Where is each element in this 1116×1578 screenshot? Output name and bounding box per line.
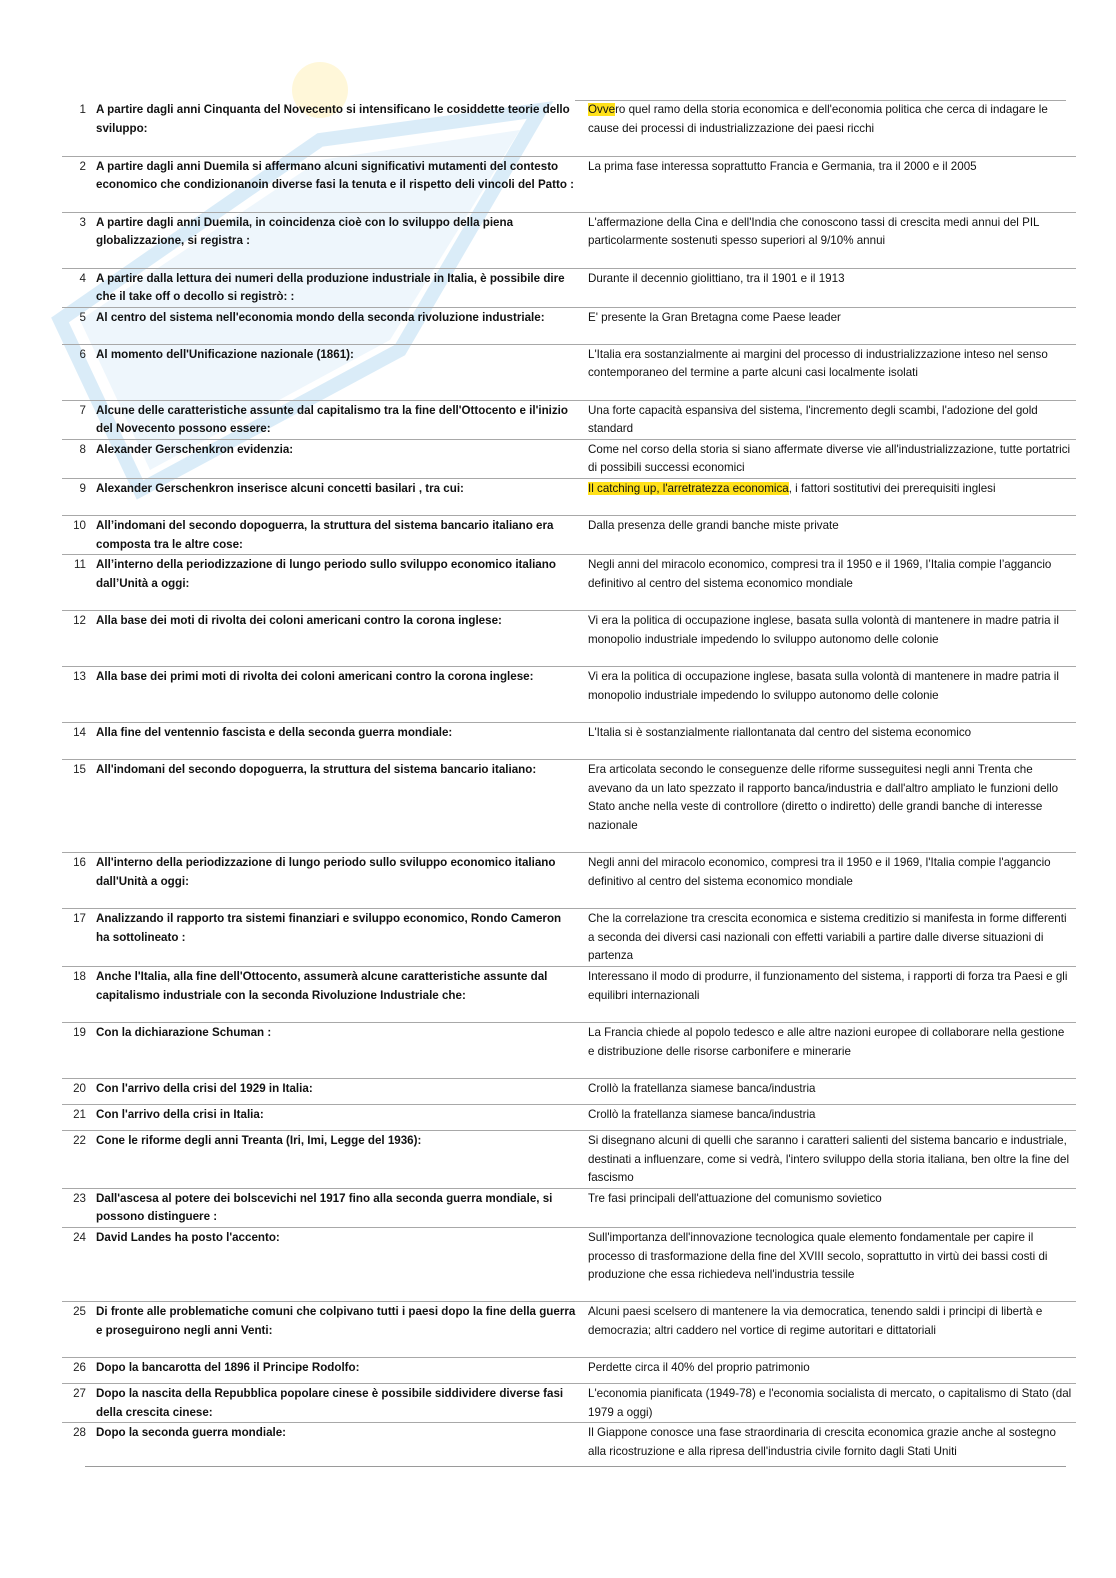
question-text: Con la dichiarazione Schuman :	[96, 1026, 272, 1040]
question-text: Alla fine del ventennio fascista e della seconda guerra mondiale:	[96, 726, 453, 740]
answer-text	[580, 100, 1076, 156]
row-number: 9	[79, 482, 86, 496]
answer-body: Si disegnano alcuni di quelli che saranno i caratteri salienti del sistema bancario e industriale, destinati a influenzare, come si vedrà, l'intero sviluppo della storia italiana, ben oltre la fine del fascismo	[588, 1134, 1070, 1185]
row-number: 26	[73, 1361, 86, 1374]
answer-body: Una forte capacità espansiva del sistema, l'incremento degli scambi, l'adozione del gold standard	[588, 403, 1038, 436]
question-text: Con l'arrivo della crisi del 1929 in Italia:	[96, 1082, 313, 1096]
qa-table-body	[62, 100, 1076, 1461]
row-number: 16	[73, 856, 86, 870]
row-number: 7	[79, 403, 86, 417]
answer-text	[580, 1105, 1076, 1131]
row-number: 13	[73, 670, 86, 684]
row-number: 21	[73, 1108, 86, 1122]
answer-body: L'affermazione della Cina e dell'India che conoscono tassi di crescita medi annui del PIL particolarmente sostenuti spesso superiori al 9/10% annui	[588, 215, 1040, 248]
question-text: Alcune delle caratteristiche assunte dal capitalismo tra la fine dell'Ottocento e il'inizio del Novecento possono essere:	[96, 403, 568, 436]
question-text: A partire dalla lettura dei numeri della produzione industriale in Italia, è possibile dire che il take off o decollo si registrò: :	[96, 271, 565, 304]
qa-table	[62, 100, 1076, 1461]
answer-body: Perdette circa il 40% del proprio patrimonio	[588, 1361, 810, 1374]
qa-row	[62, 853, 1076, 909]
row-number: 5	[79, 310, 86, 324]
qa-row	[62, 967, 1076, 1023]
answer-text	[580, 400, 1076, 439]
qa-row	[62, 156, 1076, 212]
question-text: Alla base dei moti di rivolta dei coloni americani contro la corona inglese:	[96, 614, 502, 628]
qa-row	[62, 268, 1076, 307]
answer-body: Sull'importanza dell'innovazione tecnologica quale elemento fondamentale per capire il processo di trasformazione della fine del XVIII secolo, soprattutto in virtù dei bassi costi di produzione che essa richiedeva nell'industria tessile	[588, 1231, 1048, 1282]
qa-row	[62, 1188, 1076, 1227]
answer-body: Come nel corso della storia si siano affermate diverse vie all'industrializzazione, tutte portatrici di possibili successi economici	[588, 442, 1071, 475]
row-number: 2	[79, 159, 86, 173]
answer-body: Durante il decennio giolittiano, tra il 1901 e il 1913	[588, 271, 845, 285]
answer-body: Che la correlazione tra crescita economica e sistema creditizio si manifesta in forme differenti a seconda dei diversi casi nazionali con effetti variabili a partire dalle diverse situazioni di partenza	[588, 912, 1067, 963]
qa-row	[62, 400, 1076, 439]
question-text: David Landes ha posto l'accento:	[96, 1231, 280, 1244]
answer-body: Vi era la politica di occupazione inglese, basata sulla volontà di mantenere in madre patria il monopolio industriale impedendo lo sviluppo autonomo delle colonie	[588, 670, 1059, 702]
answer-body: L'Italia era sostanzialmente ai margini del processo di industrializzazione inteso nel senso contemporaneo del termine a parte alcuni casi localmente isolati	[588, 347, 1048, 380]
answer-text	[580, 967, 1076, 1023]
row-number: 14	[73, 726, 86, 740]
answer-body: La Francia chiede al popolo tedesco e alle altre nazioni europee di collaborare nella gestione e distribuzione delle risorse carbonifere e minerarie	[588, 1026, 1065, 1058]
row-number: 3	[79, 215, 86, 229]
answer-text	[580, 1302, 1076, 1358]
qa-row	[62, 516, 1076, 555]
qa-row	[62, 1384, 1076, 1423]
row-number: 18	[73, 970, 86, 984]
answer-text	[580, 555, 1076, 611]
qa-row	[62, 212, 1076, 268]
qa-row	[62, 723, 1076, 760]
answer-text	[580, 156, 1076, 212]
question-text: Dopo la bancarotta del 1896 il Principe Rodolfo:	[96, 1361, 360, 1374]
answer-text	[580, 611, 1076, 667]
answer-body: L'Italia si è sostanzialmente riallontanata dal centro del sistema economico	[588, 726, 972, 740]
qa-row	[62, 611, 1076, 667]
answer-text	[580, 853, 1076, 909]
qa-row	[62, 555, 1076, 611]
row-number: 25	[73, 1305, 86, 1318]
row-number: 17	[73, 912, 86, 926]
qa-row	[62, 1358, 1076, 1384]
question-text: All’indomani del secondo dopoguerra, la struttura del sistema bancario italiano era composta tra le altre cose:	[96, 519, 554, 551]
answer-highlight: Il catching up, l'arretratezza economica	[588, 482, 789, 496]
qa-row	[62, 909, 1076, 967]
question-text: Al centro del sistema nell'economia mondo della seconda rivoluzione industriale:	[96, 310, 545, 324]
answer-body: Vi era la politica di occupazione inglese, basata sulla volontà di mantenere in madre patria il monopolio industriale impedendo lo sviluppo autonomo delle colonie	[588, 614, 1059, 646]
answer-body: Crollò la fratellanza siamese banca/industria	[588, 1108, 816, 1122]
answer-text	[580, 1228, 1076, 1302]
answer-body: Il Giappone conosce una fase straordinaria di crescita economica grazie anche al sostegno alla ricostruzione e alla ripresa dell'industria civile fornito dagli Stati Uniti	[588, 1426, 1056, 1458]
answer-highlight: Ovve	[588, 103, 616, 116]
qa-row	[62, 1023, 1076, 1079]
question-text: Dall'ascesa al potere dei bolscevichi nel 1917 fino alla seconda guerra mondiale, si possono distinguere :	[96, 1191, 553, 1224]
answer-text	[580, 344, 1076, 400]
qa-row	[62, 479, 1076, 516]
row-number: 6	[79, 347, 86, 361]
answer-text	[580, 268, 1076, 307]
answer-text	[580, 1423, 1076, 1462]
answer-body: La prima fase interessa soprattutto Francia e Germania, tra il 2000 e il 2005	[588, 159, 977, 173]
answer-text	[580, 479, 1076, 516]
row-number: 8	[79, 442, 86, 456]
question-text: Al momento dell'Unificazione nazionale (1861):	[96, 347, 354, 361]
answer-text	[580, 1079, 1076, 1105]
question-text: Alla base dei primi moti di rivolta dei coloni americani contro la corona inglese:	[96, 670, 534, 684]
answer-text	[580, 760, 1076, 853]
answer-body: E' presente la Gran Bretagna come Paese leader	[588, 310, 841, 324]
qa-row	[62, 1228, 1076, 1302]
row-number: 23	[73, 1191, 86, 1205]
answer-text	[580, 1358, 1076, 1384]
answer-body: Interessano il modo di produrre, il funzionamento del sistema, i rapporti di forza tra Paesi e gli equilibri internazionali	[588, 970, 1068, 1002]
answer-text	[580, 723, 1076, 760]
answer-text	[580, 667, 1076, 723]
question-text: All’interno della periodizzazione di lungo periodo sullo sviluppo economico italiano dall’Unità a oggi:	[96, 558, 556, 590]
question-text: Analizzando il rapporto tra sistemi finanziari e sviluppo economico, Rondo Cameron ha sottolineato :	[96, 912, 562, 944]
answer-body: Tre fasi principali dell'attuazione del comunismo sovietico	[588, 1191, 882, 1205]
qa-row	[62, 1105, 1076, 1131]
answer-body: Era articolata secondo le conseguenze delle riforme susseguitesi negli anni Trenta che avevano da un lato spezzato il rapporto banca/industria e dall'altro ampliato le funzioni dello Stato anche nella veste di controllore (diretto o indiretto) delle grandi banche di interesse nazionale	[588, 763, 1059, 833]
qa-row	[62, 1302, 1076, 1358]
question-text: Anche l'Italia, alla fine dell'Ottocento, assumerà alcune caratteristiche assunte dal capitalismo industriale con la seconda Rivoluzione Industriale che:	[96, 970, 548, 1002]
answer-body: Negli anni del miracolo economico, compresi tra il 1950 e il 1969, l'Italia compie l'aggancio definitivo al centro del sistema economico mondiale	[588, 856, 1051, 888]
qa-row	[62, 667, 1076, 723]
answer-body: ro quel ramo della storia economica e dell'economia politica che cerca di indagare le cause dei processi di industrializzazione dei paesi ricchi	[588, 103, 1048, 135]
qa-row	[62, 1423, 1076, 1462]
qa-row	[62, 307, 1076, 344]
answer-body: Alcuni paesi scelsero di mantenere la via democratica, tenendo saldi i principi di libertà e democrazia; altri caddero nel vortice di regime autoritari e dittatoriali	[588, 1305, 1043, 1337]
row-number: 19	[73, 1026, 86, 1040]
qa-row	[62, 100, 1076, 156]
qa-row	[62, 439, 1076, 478]
qa-row	[62, 1131, 1076, 1189]
row-number: 24	[73, 1231, 86, 1244]
row-number: 15	[73, 763, 86, 777]
answer-text	[580, 1188, 1076, 1227]
answer-body: Dalla presenza delle grandi banche miste private	[588, 519, 839, 533]
question-text: All'interno della periodizzazione di lungo periodo sullo sviluppo economico italiano dall'Unità a oggi:	[96, 856, 556, 888]
row-number: 1	[79, 103, 86, 116]
answer-body: L'economia pianificata (1949-78) e l'economia socialista di mercato, o capitalismo di Stato (dal 1979 a oggi)	[588, 1387, 1072, 1419]
answer-text	[580, 1131, 1076, 1189]
answer-text	[580, 909, 1076, 967]
bottom-rule	[85, 1466, 1066, 1467]
qa-row	[62, 760, 1076, 853]
row-number: 4	[79, 271, 86, 285]
question-text: A partire dagli anni Duemila, in coincidenza cioè con lo sviluppo della piena globalizzazione, si registra :	[96, 215, 514, 248]
answer-text	[580, 1023, 1076, 1079]
answer-text	[580, 439, 1076, 478]
question-text: Di fronte alle problematiche comuni che colpivano tutti i paesi dopo la fine della guerra e proseguirono negli anni Venti:	[96, 1305, 576, 1337]
answer-body: Crollò la fratellanza siamese banca/industria	[588, 1082, 816, 1096]
qa-row	[62, 344, 1076, 400]
answer-text	[580, 516, 1076, 555]
row-number: 27	[73, 1387, 86, 1400]
row-number: 11	[73, 558, 86, 572]
answer-body: Negli anni del miracolo economico, compresi tra il 1950 e il 1969, l’Italia compie l’aggancio definitivo al centro del sistema economico mondiale	[588, 558, 1052, 590]
qa-row	[62, 1079, 1076, 1105]
row-number: 22	[73, 1134, 86, 1148]
answer-text	[580, 212, 1076, 268]
question-text: Dopo la nascita della Repubblica popolare cinese è possibile siddividere diverse fasi della crescita cinese:	[96, 1387, 564, 1419]
answer-text	[580, 1384, 1076, 1423]
answer-body: , i fattori sostitutivi dei prerequisiti inglesi	[788, 482, 996, 496]
row-number: 10	[73, 519, 86, 533]
question-text: Alexander Gerschenkron evidenzia:	[96, 442, 294, 456]
row-number: 28	[73, 1426, 86, 1440]
question-text: Alexander Gerschenkron inserisce alcuni concetti basilari , tra cui:	[96, 482, 464, 496]
row-number: 20	[73, 1082, 86, 1096]
answer-text	[580, 307, 1076, 344]
question-text: A partire dagli anni Cinquanta del Novecento si intensificano le cosiddette teorie dello sviluppo:	[96, 103, 570, 135]
question-text: All'indomani del secondo dopoguerra, la struttura del sistema bancario italiano:	[96, 763, 537, 777]
question-text: A partire dagli anni Duemila si affermano alcuni significativi mutamenti del contesto economico che condizionanoin diverse fasi la tenuta e il rispetto deli vincoli del Patto :	[96, 159, 575, 192]
question-text: Con l'arrivo della crisi in Italia:	[96, 1108, 264, 1122]
question-text: Cone le riforme degli anni Treanta (Iri, Imi, Legge del 1936):	[96, 1134, 422, 1148]
row-number: 12	[73, 614, 86, 628]
question-text: Dopo la seconda guerra mondiale:	[96, 1426, 287, 1440]
